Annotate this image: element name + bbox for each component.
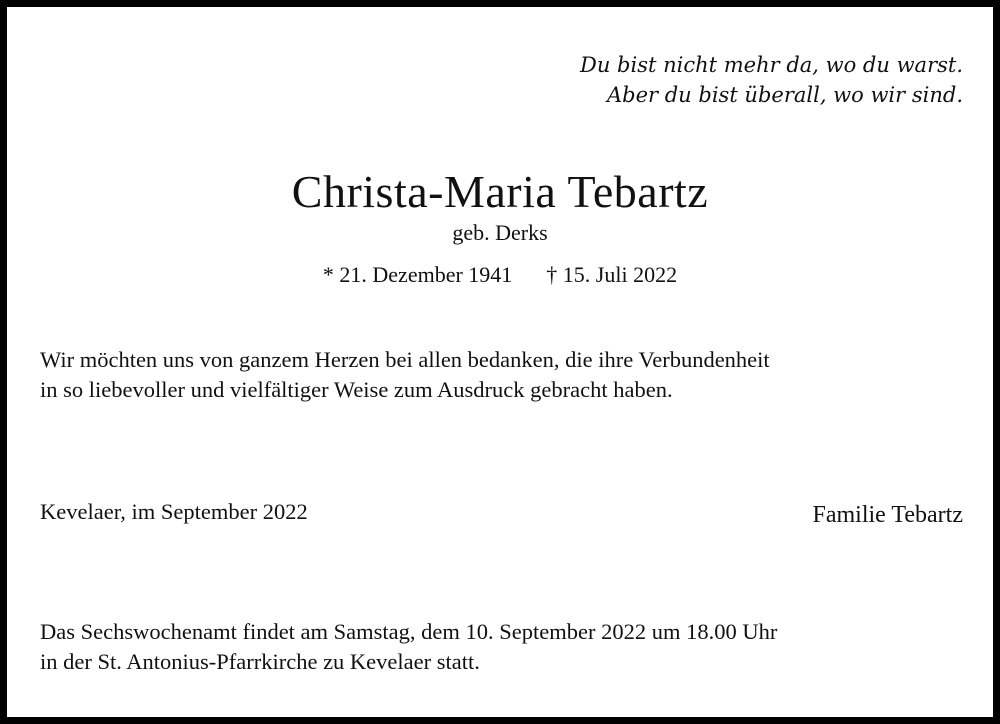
born-symbol-icon: * [322,262,334,287]
died-cross-icon: † [546,262,558,287]
thanks-line-1: Wir möchten uns von ganzem Herzen bei allen bedanken, die ihre Verbundenheit [40,347,770,372]
service-line-2: in der St. Antonius-Pfarrkirche zu Kevelaer statt. [40,649,480,674]
service-line-1: Das Sechswochenamt findet am Samstag, dem 10. September 2022 um 18.00 Uhr [40,619,778,644]
deceased-name: Christa-Maria Tebartz [291,166,709,217]
memorial-quote [580,50,963,110]
died-date: 15. Juli 2022 [562,262,678,287]
birth-name: geb. Derks [452,220,548,245]
born-date: 21. Dezember 1941 [339,262,513,287]
family-signature: Familie Tebartz [812,502,963,528]
thanks-paragraph [40,345,970,405]
place-date: Kevelaer, im September 2022 [40,499,308,524]
quote-line-1: Du bist nicht mehr da, wo du warst. [580,53,963,77]
quote-line-2: Aber du bist überall, wo wir sind. [606,83,963,107]
service-announcement [40,617,970,677]
life-dates [0,260,1000,290]
thanks-line-2: in so liebevoller und vielfältiger Weise zum Ausdruck gebracht haben. [40,377,673,402]
